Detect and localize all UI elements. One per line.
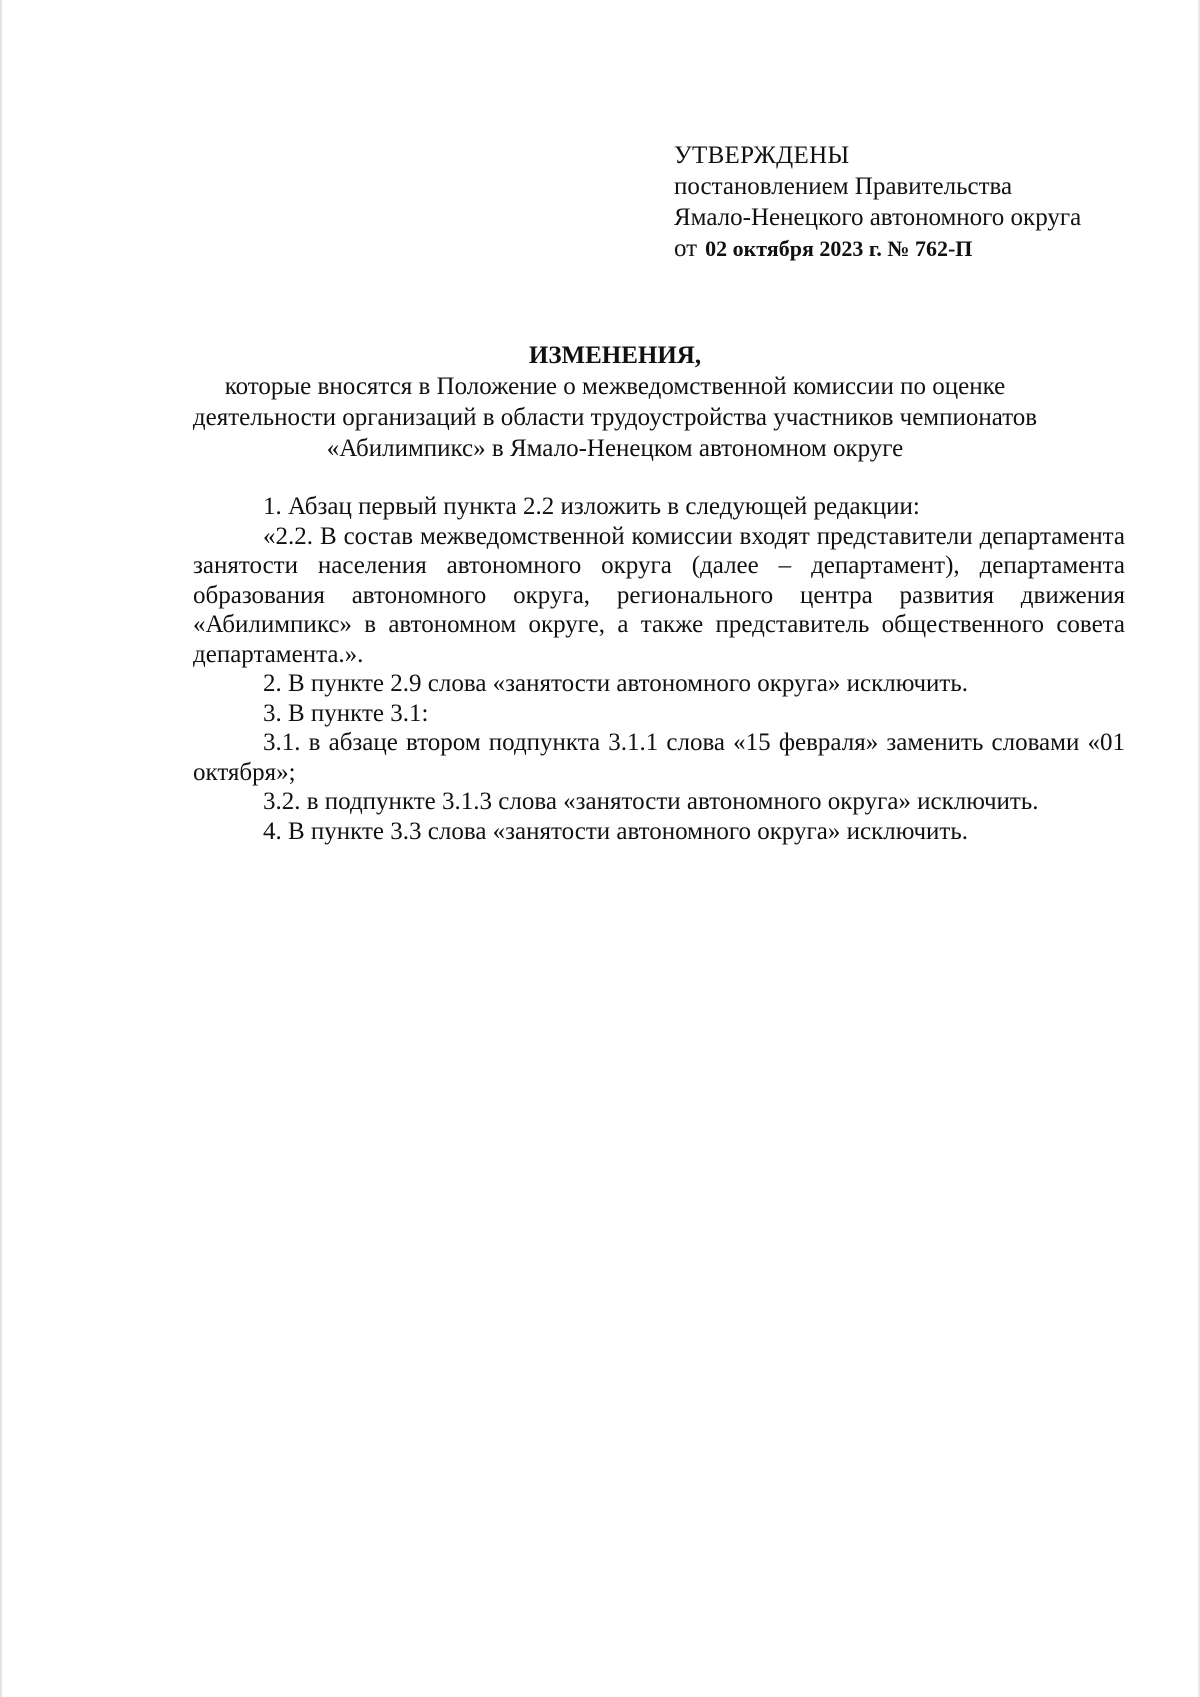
document-title: ИЗМЕНЕНИЯ, [528, 342, 702, 369]
approval-date-line [674, 233, 1174, 264]
paragraph-4: 3. В пункте 3.1: [263, 699, 429, 727]
approval-date-prefix: от [674, 235, 698, 262]
document-subtitle-line-3: «Абилимпикс» в Ямало-Ненецком автономном округе [326, 435, 904, 462]
paragraph-7: 4. В пункте 3.3 слова «занятости автономного округа» исключить. [263, 817, 969, 845]
document-heading [150, 340, 1080, 464]
paragraph-2: «2.2. В состав межведомственной комиссии входят представители департамента занятости населения автономного округа (далее – департамент), департамента образования автономного округа, регионального центра развития движения «Абилимпикс» в автономном округе, а также представитель общественного совета департамента.». [193, 522, 1125, 668]
paragraph-3: 2. В пункте 2.9 слова «занятости автономного округа» исключить. [263, 670, 969, 697]
approval-heading: УТВЕРЖДЕНЫ [674, 142, 850, 169]
document-subtitle-line-2: деятельности организаций в области трудоустройства участников чемпионатов [192, 404, 1038, 431]
paragraph-6: 3.2. в подпункте 3.1.3 слова «занятости автономного округа» исключить. [263, 788, 1039, 815]
paragraph-5: 3.1. в абзаце втором подпункта 3.1.1 слова «15 февраля» заменить словами «01 октября»; [193, 729, 1125, 786]
approval-date-value: 02 октября 2023 г. № 762-П [705, 236, 973, 261]
approval-line-1: постановлением Правительства [674, 173, 1013, 200]
scan-edge-left [0, 0, 3, 1697]
approval-line-2: Ямало-Ненецкого автономного округа [674, 204, 1082, 231]
document-body [193, 492, 1125, 846]
paragraph-1: 1. Абзац первый пункта 2.2 изложить в следующей редакции: [263, 493, 920, 520]
document-subtitle-line-1: которые вносятся в Положение о межведомственной комиссии по оценке [224, 373, 1006, 400]
approval-block [674, 140, 1174, 264]
